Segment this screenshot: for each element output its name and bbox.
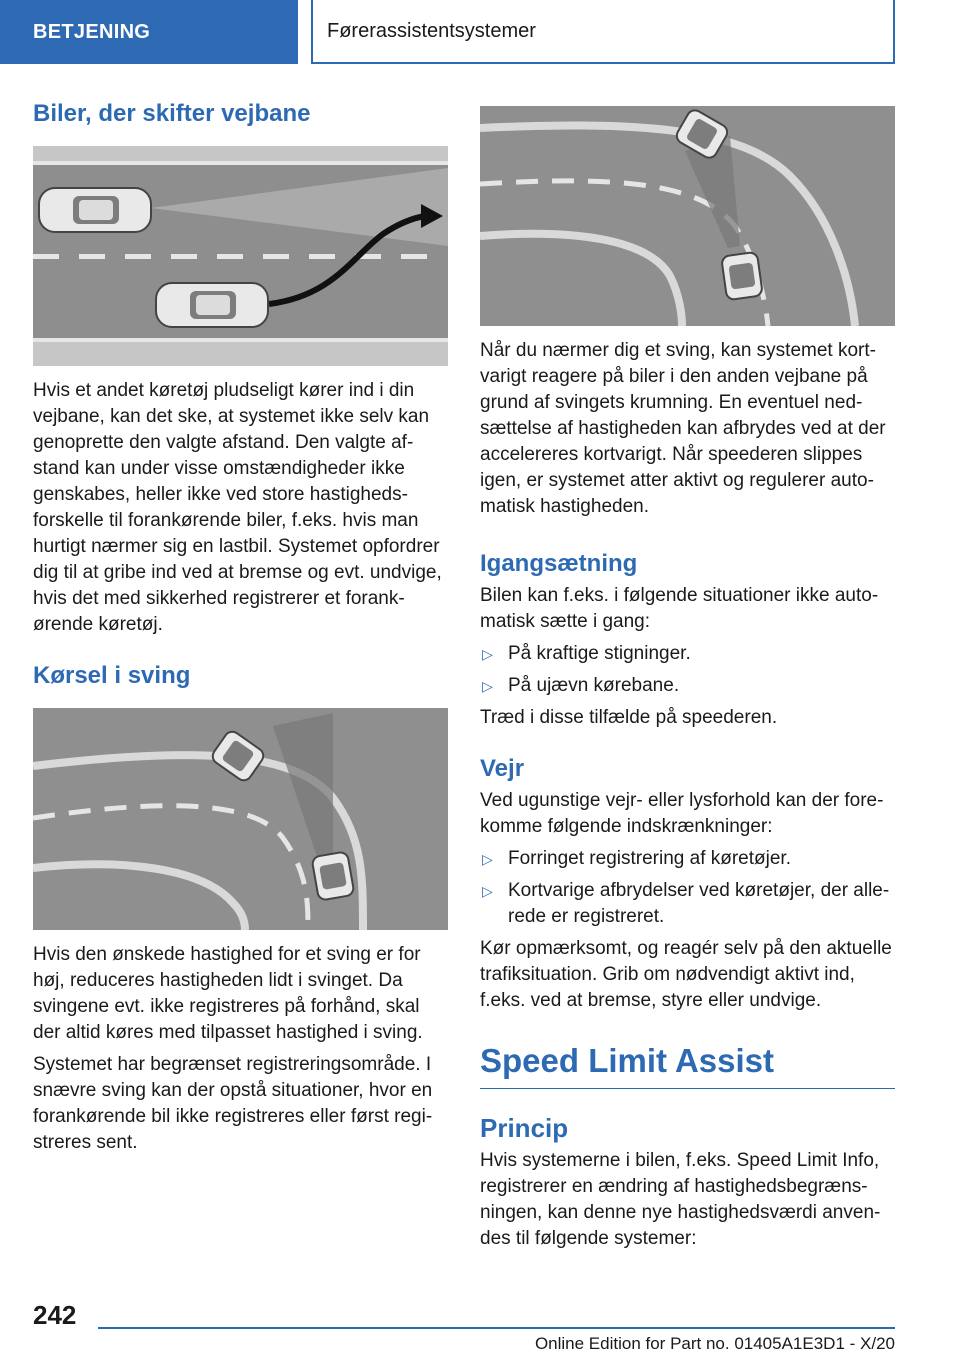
paragraph-curve-3: Når du nærmer dig et sving, kan systemet kortvarigt reagere på biler i den anden vejbane på grund af svingets krumning. En eventuel nedsættelse af hastigheden kan afbrydes ved at der accelereres kortvarigt. Når speederen slippes igen, er systemet atter aktivt og regulerer automatisk hastigheden. <box>480 340 886 517</box>
left-column <box>33 100 448 1156</box>
heading-weather: Vejr <box>480 754 525 782</box>
footer-edition: Online Edition for Part no. 01405A1E3D1 - X/20 <box>534 1334 895 1353</box>
list-item: ▷ På kraftige stigninger. <box>480 641 895 667</box>
curve-illustration-2 <box>480 106 895 326</box>
curve-illustration-1 <box>33 708 448 930</box>
triangle-right-icon: ▷ <box>482 850 493 867</box>
right-column <box>480 106 895 1252</box>
list-item: ▷ Forringet registrering af køretøjer. <box>480 846 895 872</box>
paragraph-weather: Ved ugunstige vejr- eller lysforhold kan der forekomme følgende indskrænkninger: <box>480 789 884 837</box>
heading-lane-change: Biler, der skifter vejbane <box>33 100 311 127</box>
list-item: ▷ Kortvarige afbrydelser ved køretøjer, der allerede er registreret. <box>482 879 890 927</box>
triangle-right-icon: ▷ <box>482 882 493 899</box>
chapter-title: Førerassistentsystemer <box>327 19 536 42</box>
car-top <box>39 188 151 232</box>
heading-starting: Igangsætning <box>480 550 638 577</box>
chapter-tab <box>311 0 895 64</box>
section-tab <box>0 0 298 64</box>
list-item: ▷ På ujævn kørebane. <box>480 673 895 699</box>
section-title: BETJENING <box>33 20 151 43</box>
weather-list <box>480 846 895 930</box>
paragraph-starting-2: Træd i disse tilfælde på speederen. <box>480 706 778 728</box>
paragraph-principle: Hvis systemerne i bilen, f.eks. Speed Limit Info, registrerer en ændring af hastighedsbegrænsningen, kan denne nye hastighedsværdi anvendes til følgende systemer: <box>480 1149 881 1249</box>
paragraph-curve-1: Hvis den ønskede hastighed for et sving er for høj, reduceres hastigheden lidt i svinget. Da svingene evt. ikke registreres på forhånd, skal der altid køres med tilpasset hastighed i sving. <box>33 943 423 1043</box>
paragraph-weather-2: Kør opmærksomt, og reagér selv på den aktuelle trafiksituation. Grib om nødvendigt aktivt ind, f.eks. ved at bremse, styre eller undvige. <box>480 937 892 1011</box>
heading-speed-limit-assist: Speed Limit Assist <box>480 1042 895 1089</box>
triangle-right-icon: ▷ <box>482 645 493 662</box>
lane-change-illustration <box>33 146 448 366</box>
triangle-right-icon: ▷ <box>482 677 493 694</box>
heading-principle: Princip <box>480 1112 569 1143</box>
car-bottom <box>156 283 268 327</box>
paragraph-lane-change: Hvis et andet køretøj pludseligt kører ind i din vejbane, kan det ske, at systemet ikke selv kan genoprette den valgte afstand. Den valgte afstand kan under visse omstændigheder ikke genskabes, heller ikke ved store hastighedsforskelle til forankørende biler, f.eks. hvis man hurtigt nærmer sig en lastbil. Systemet opfordrer dig til at gribe ind ved at bremse og evt. undvige, hvis det med sikkerhed registrerer et forankørende køretøj. <box>33 379 442 635</box>
paragraph-starting: Bilen kan f.eks. i følgende situationer ikke automatisk sætte i gang: <box>480 584 879 632</box>
starting-list <box>480 641 895 699</box>
footer-divider <box>98 1327 895 1329</box>
heading-curve: Kørsel i sving <box>33 661 191 689</box>
page-number: 242 <box>33 1300 77 1330</box>
paragraph-curve-2: Systemet har begrænset registreringsområde. I snævre sving kan der opstå situationer, hvor en forankørende bil ikke registreres eller først registreres sent. <box>33 1053 433 1153</box>
